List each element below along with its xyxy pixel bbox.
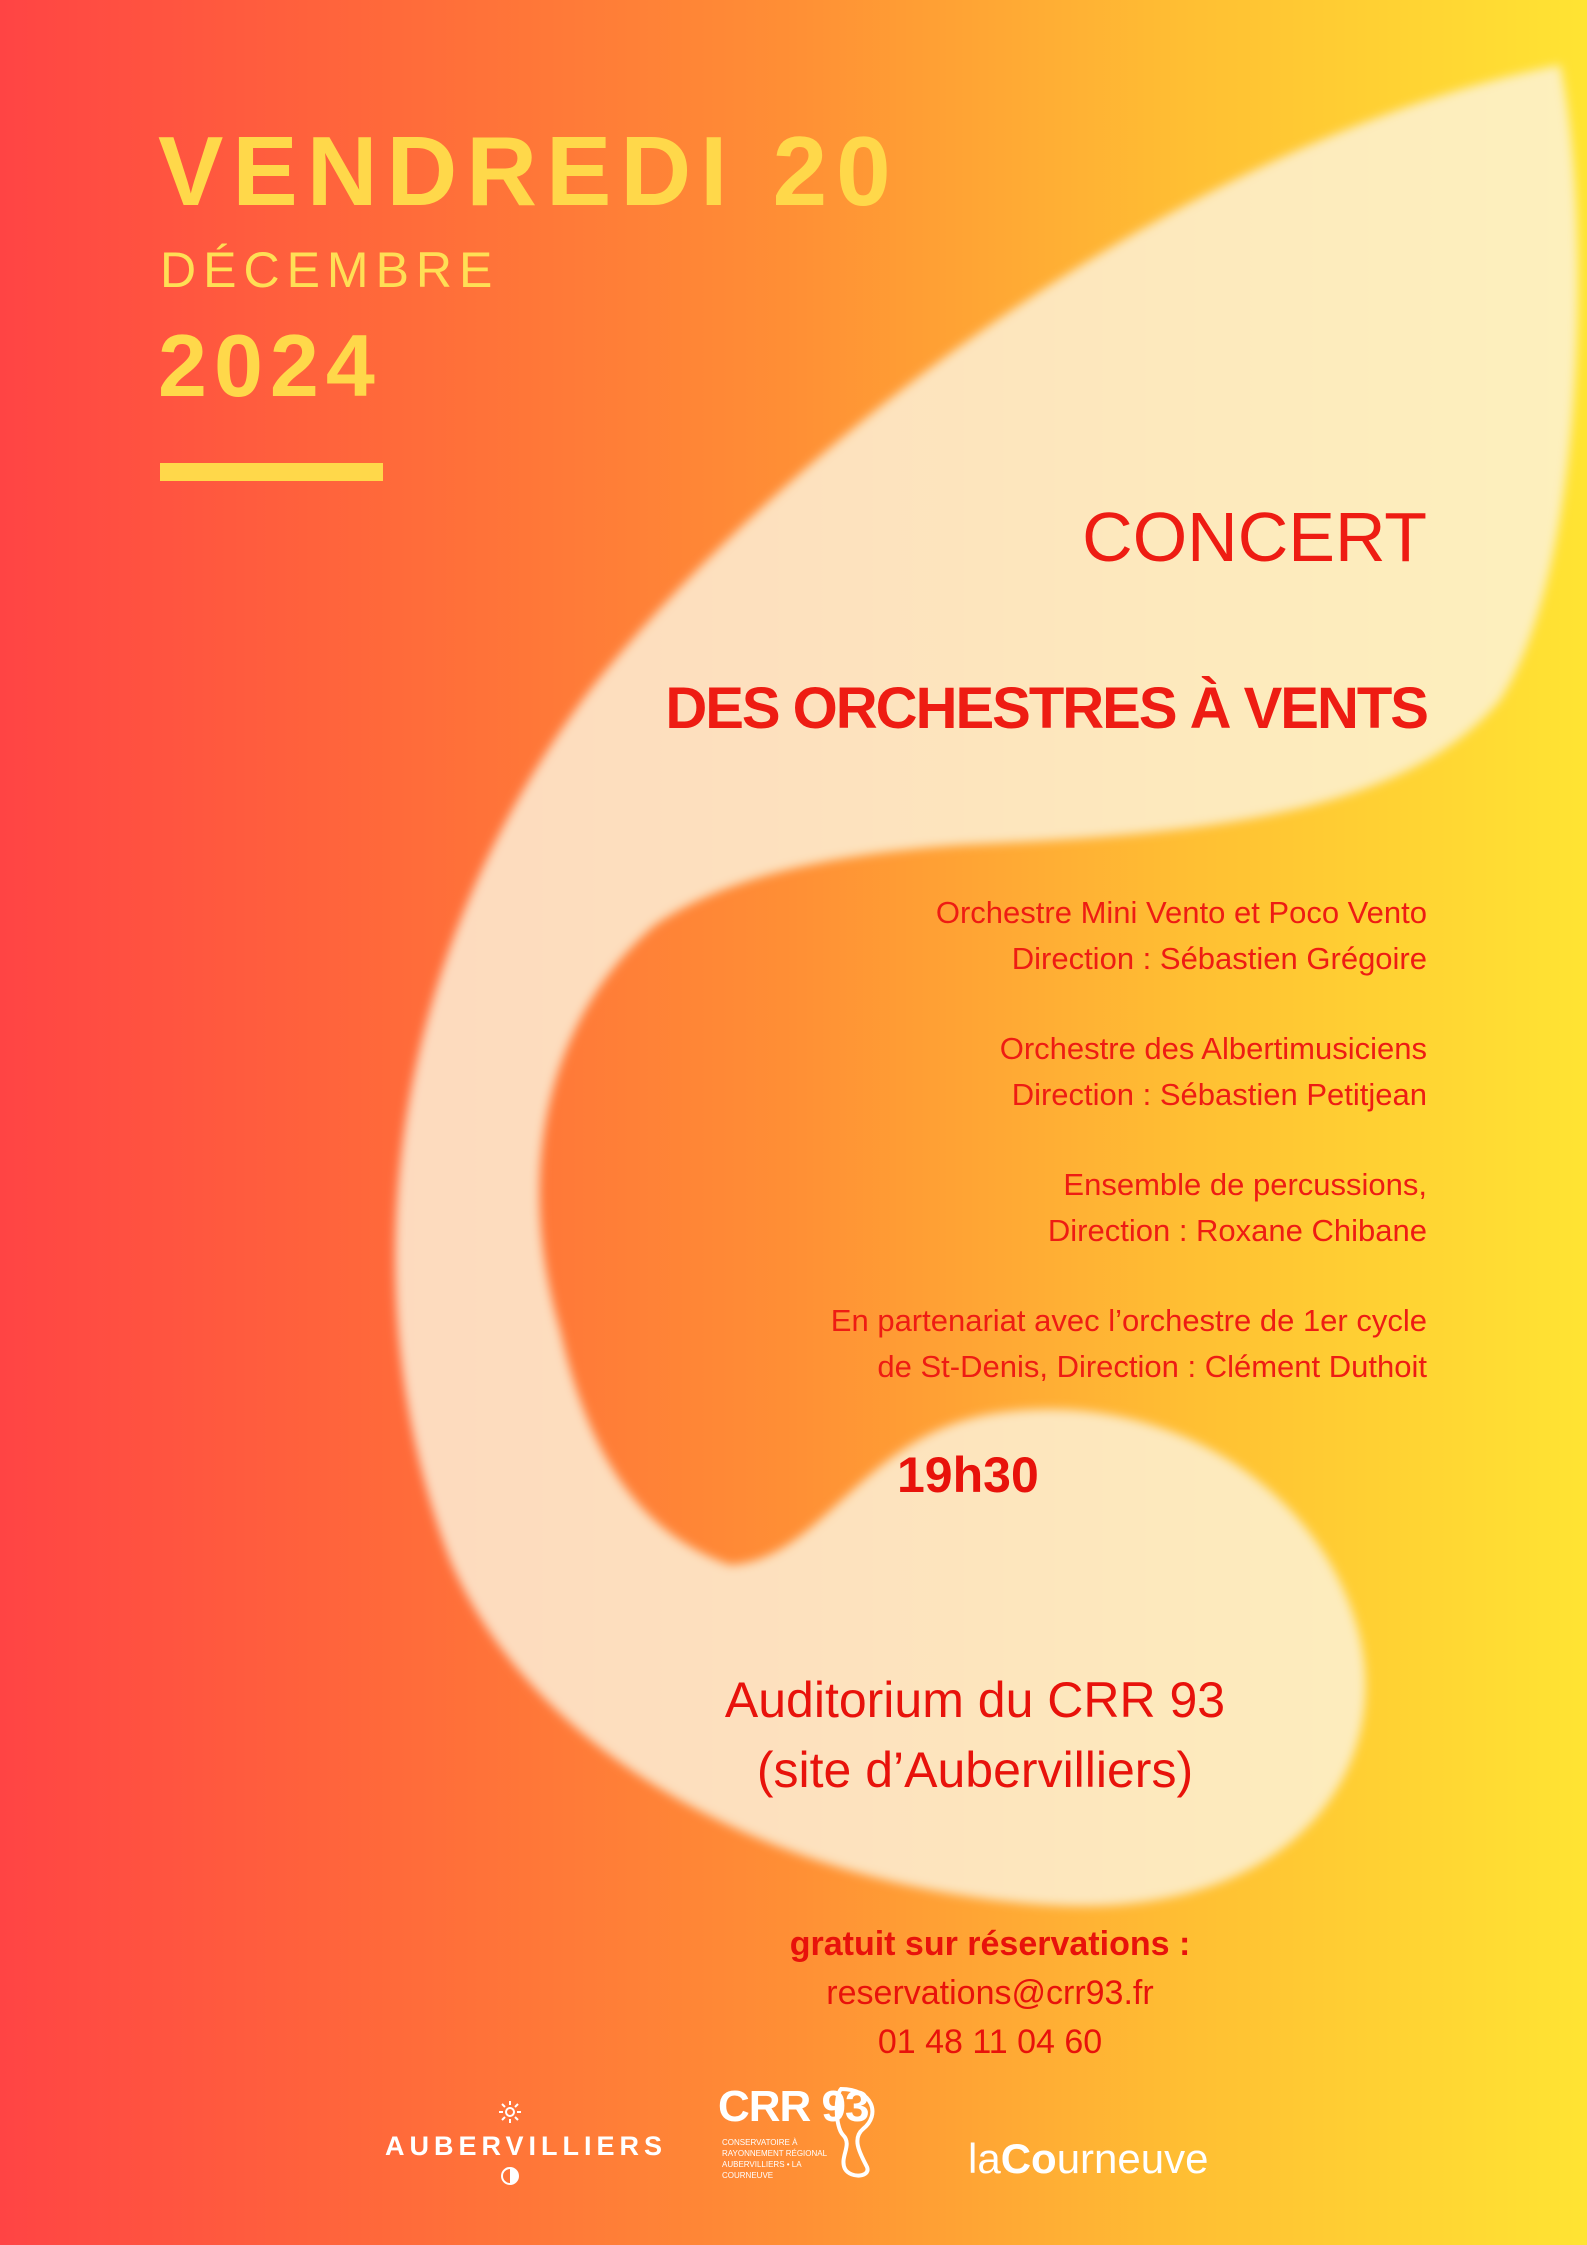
event-title: DES ORCHESTRES À VENTS (665, 676, 1427, 741)
program-list (527, 890, 1427, 1434)
aubervilliers-logo (385, 2100, 668, 2191)
program-partnership: En partenariat avec l’orchestre de 1er cycle (830, 1303, 1427, 1338)
date-underline-divider (160, 463, 383, 481)
note-icon (833, 2085, 883, 2180)
program-item (527, 1162, 1427, 1254)
program-direction: Direction : Sébastien Grégoire (1011, 941, 1427, 976)
date-year: 2024 (158, 316, 382, 415)
crr93-logo-name: CRR 93 (718, 2082, 869, 2131)
reservation-email-link[interactable]: reservations@crr93.fr (826, 1974, 1154, 2012)
reservation-info (640, 1920, 1340, 2067)
sun-icon (498, 2100, 522, 2124)
program-ensemble: Orchestre des Albertimusiciens (999, 1031, 1427, 1066)
reservation-phone: 01 48 11 04 60 (877, 2023, 1103, 2061)
program-item (527, 1026, 1427, 1118)
program-direction: Direction : Sébastien Petitjean (1011, 1077, 1427, 1112)
venue-site: (site d’Aubervilliers) (756, 1742, 1194, 1798)
event-type-heading: CONCERT (1082, 498, 1427, 576)
program-item (527, 1298, 1427, 1390)
lacourneuve-logo-suffix: urneuve (1056, 2135, 1209, 2182)
program-ensemble: Orchestre Mini Vento et Poco Vento (935, 895, 1427, 930)
moon-icon (500, 2166, 520, 2186)
date-month: DÉCEMBRE (160, 242, 500, 298)
venue-name: Auditorium du CRR 93 (724, 1672, 1226, 1728)
program-item (527, 890, 1427, 982)
reservation-label: gratuit sur réservations : (789, 1925, 1191, 1963)
event-time: 19h30 (897, 1447, 1039, 1503)
lacourneuve-logo-prefix: la (968, 2135, 1001, 2182)
aubervilliers-logo-text: AUBERVILLIERS (385, 2131, 668, 2161)
date-day: VENDREDI 20 (158, 116, 900, 226)
crr93-logo (718, 2082, 888, 2185)
venue (575, 1665, 1375, 1805)
program-direction: de St-Denis, Direction : Clément Duthoit (877, 1349, 1427, 1384)
lacourneuve-logo-highlight: Co (1000, 2135, 1057, 2182)
program-ensemble: Ensemble de percussions, (1063, 1167, 1427, 1202)
lacourneuve-logo (968, 2135, 1209, 2182)
program-direction: Direction : Roxane Chibane (1047, 1213, 1427, 1248)
crr93-logo-subtitle: CONSERVATOIRE À RAYONNEMENT RÉGIONAL AUBERVILLIERS • LA COURNEUVE (722, 2138, 827, 2180)
